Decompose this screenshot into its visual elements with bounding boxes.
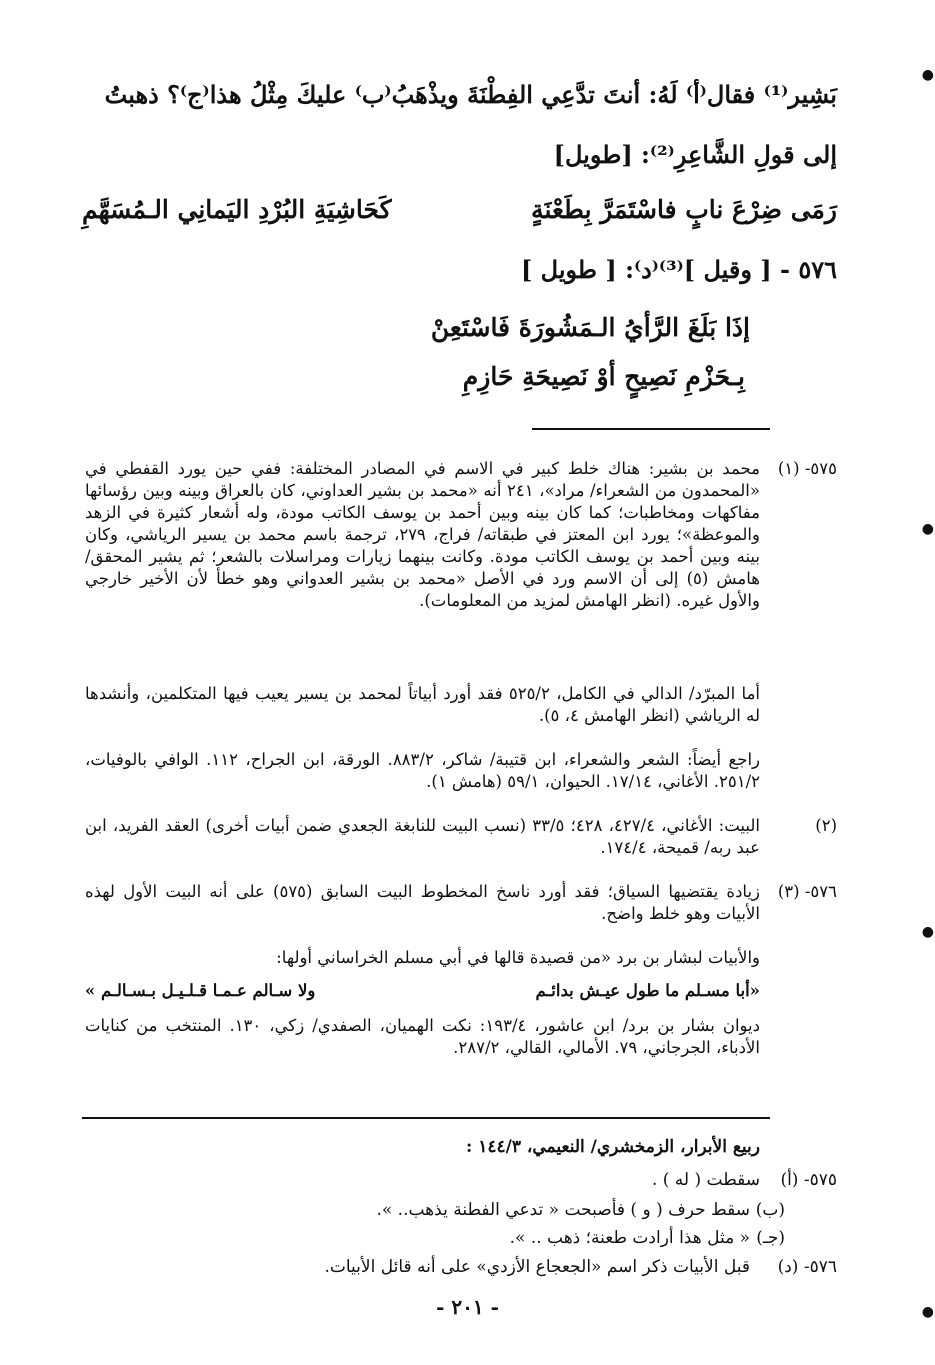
variants-separator	[82, 1117, 770, 1119]
footnote-1-paragraph-2: أما المبرّد/ الدالي في الكامل، ٥٢٥/٢ فقد أورد أبياتاً لمحمد بن يسير يعيب فيها المتكلمين، وأنشدها له الرياشي (انظر الهامش ٤، ٥).	[85, 684, 760, 725]
variant-d-text: قبل الأبيات ذكر اسم «الجعجاع الأزدي» على أنه قائل الأبيات.	[324, 1257, 750, 1277]
page-number: - ٢٠١ -	[436, 1295, 499, 1319]
footnote-3-paragraph-3: ديوان بشار بن برد/ ابن عاشور، ١٩٣/٤: نكت الهميان، الصفدي/ زكي، ١٣٠. المنتخب من كنايات الأدباء، الجرجاني، ٧٩. الأمالي، القالي، ٢٨٧/٢.	[85, 1016, 761, 1057]
footnote-2-paragraph: البيت: الأغاني، ٤٢٧/٤، ٤٢٨؛ ٣٣/٥ (نسب البيت للنابغة الجعدي ضمن أبيات أخرى) العقد الفريد، ابن عبد ربه/ قميحة، ١٧٤/٤.	[85, 816, 760, 857]
footnote-1-paragraph-3: راجع أيضاً: الشعر والشعراء، ابن قتيبة/ شاكر، ٨٨٣/٢. الورقة، ابن الجراح، ١١٢. الوافي بالوفيات، ٢٥١/٢. الأغاني، ١٧/١٤. الحيوان، ٥٩/١ (هامش ١).	[85, 750, 760, 791]
item-576-heading: ٥٧٦ - [ وقيل ]⁽³⁾⁽د⁾: [ طويل ]	[520, 255, 837, 284]
footnote-1-number: ٥٧٥- (١)	[777, 459, 837, 478]
variant-a-text: سقطت ( له ) .	[651, 1170, 760, 1190]
footnote-2-number: (٢)	[815, 816, 837, 835]
variant-b-number: (ب)	[755, 1200, 785, 1220]
verse-2-first-hemistich: إذَا بَلَغَ الرَّأيُ الـمَشُورَةَ فَاسْتَعِنْ	[430, 313, 750, 342]
verse-1-first-hemistich: رَمَى ضِرْعَ نابٍ فاسْتَمَرَّ بِطَعْنَةٍ	[531, 195, 837, 224]
main-text-line-1: بَشِير⁽¹⁾ فقال⁽أ⁾ لَهُ: أنتَ تدَّعِي الفِطْنَةَ ويذْهَبُ⁽ب⁾ عليكَ مِثْلُ هذا⁽ج⁾؟ ذهبتُ	[104, 80, 837, 109]
footnote-1-paragraph-1: محمد بن بشير: هناك خلط كبير في الاسم في المصادر المختلفة: ففي حين يورد القفطي في «المحمدون من الشعراء/ مراد»، ٢٤١ أنه «محمد بن بشير العداوني، كان بالعراق وبينه وبين رؤسائها مفاكهات ومخاطبات؛ كما كان بينه وبين أحمد بن يوسف الكاتب مودة، وله أشعار كثيرة في الزهد والموعظة»؛ يورد ابن المعتز في طبقاته/ فراج، ٢٧٩، ترجمة باسم محمد بن يسير الرياشي، وكان بينه وبين أحمد بن يوسف الكاتب مودة. وكانت بينهما زيارات ومراسلات بالشعر؛ ثم يشير المحقق/ هامش (٥) إلى أن الاسم ورد في الأصل «محمد بن بشير العدواني وهو خطأ لأن الأخير خارجي والأول غيره. (انظر الهامش لمزيد من المعلومات).	[85, 459, 760, 610]
main-text-line-2: إلى قولِ الشَّاعِرِ⁽²⁾: [طويل]	[553, 140, 837, 169]
footnote-3-number: ٥٧٦- (٣)	[777, 882, 837, 901]
footnote-3-paragraph-1: زيادة يقتضيها السياق؛ فقد أورد ناسخ المخطوط البيت السابق (٥٧٥) على أنه البيت الأول لهذه الأبيات وهو خلط واضح.	[85, 882, 761, 923]
footnote-separator	[532, 428, 770, 430]
variant-c-text: « مثل هذا أرادت طعنة؛ ذهب .. ».	[509, 1228, 750, 1248]
variant-c-number: (جـ)	[756, 1228, 785, 1248]
variant-d-number: ٥٧٦- (د)	[777, 1257, 837, 1277]
binding-mark-icon: ●	[921, 924, 934, 940]
footnote-3-verse-first-hemistich: «أبا مسـلم ما طول عيـش بدائـم	[535, 981, 760, 1000]
footnote-3-verse-second-hemistich: ولا سـالم عـمـا قـلـيـل بـسـالـم »	[85, 981, 316, 1000]
footnote-3-paragraph-2: والأبيات لبشار بن برد «من قصيدة قالها في أبي مسلم الخراساني أولها:	[276, 948, 760, 967]
variant-a-number: ٥٧٥- (أ)	[780, 1170, 837, 1190]
binding-mark-icon: ●	[921, 67, 934, 83]
variant-b-text: سقط حرف ( و ) فأصبحت « تدعي الفطنة يذهب.. ».	[376, 1200, 750, 1220]
variants-source: ربيع الأبرار، الزمخشري/ النعيمي، ١٤٤/٣ :	[466, 1137, 760, 1157]
binding-mark-icon: ●	[921, 1304, 934, 1320]
verse-1-second-hemistich: كَحَاشِيَةِ البُرْدِ اليَمانِي الـمُسَهَّمِ	[82, 195, 392, 224]
verse-2-second-hemistich: بِـحَزْمِ نَصِيحٍ أوْ نَصِيحَةِ حَازِمِ	[462, 362, 745, 391]
binding-mark-icon: ●	[921, 521, 934, 537]
